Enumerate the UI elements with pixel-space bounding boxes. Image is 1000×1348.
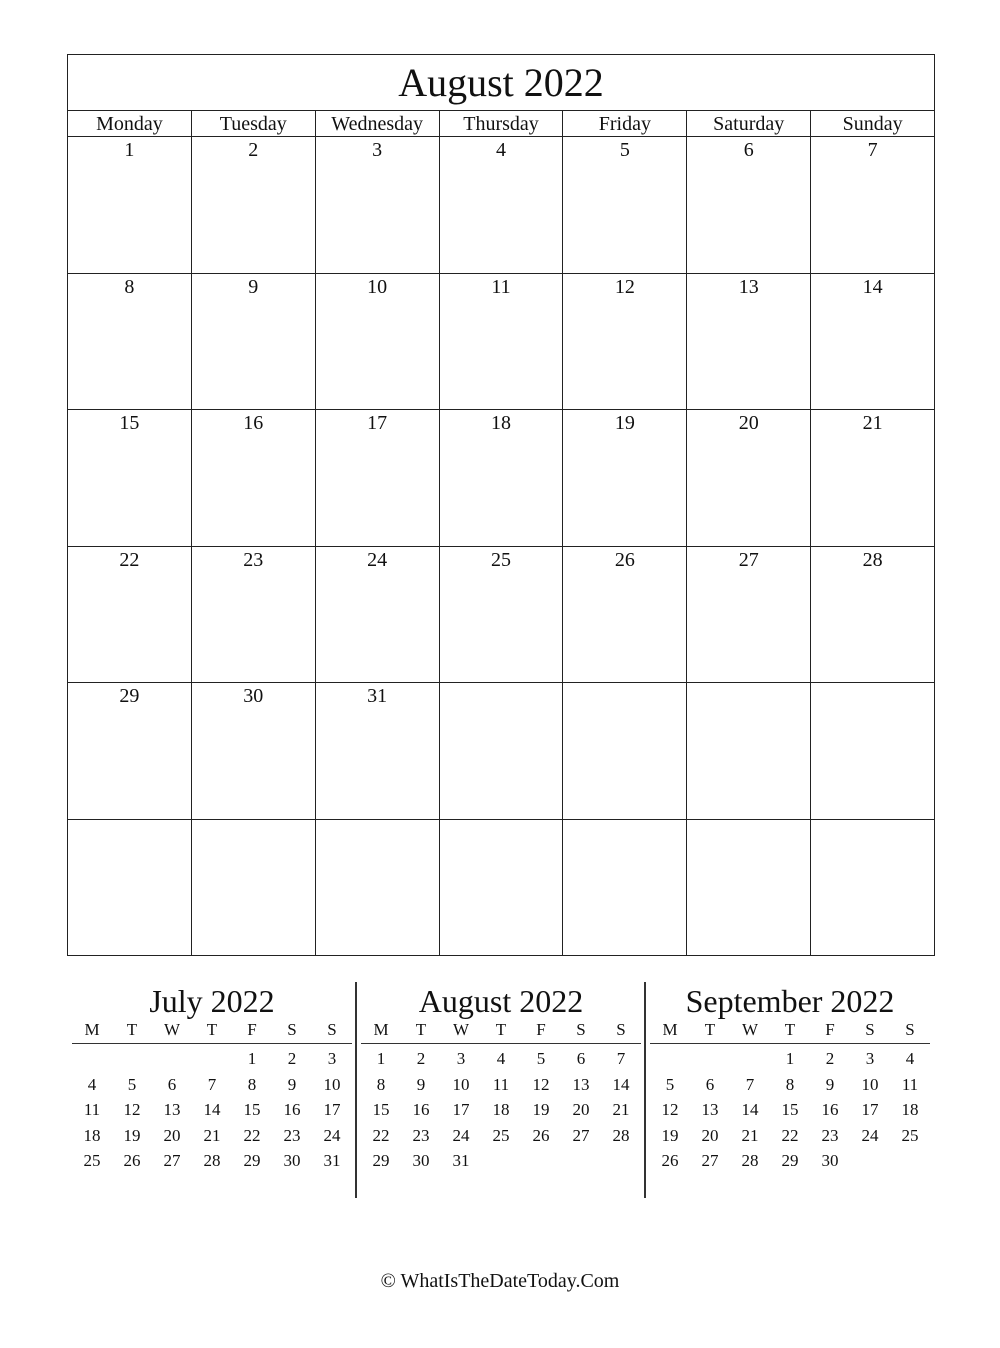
day-cell: 11 [440, 274, 564, 410]
day-cell: 4 [440, 137, 564, 273]
mini-day: 11 [901, 1074, 919, 1094]
mini-day: 5 [665, 1074, 675, 1094]
mini-day: 17 [323, 1100, 341, 1119]
mini-day: 30 [283, 1151, 301, 1170]
mini-day: 13 [572, 1074, 590, 1094]
day-cell [563, 820, 687, 957]
day-cell [68, 820, 192, 957]
mini-day [481, 1148, 521, 1174]
mini-day: 12 [532, 1074, 550, 1094]
mini-day: 1 [247, 1049, 257, 1068]
day-cell: 8 [68, 274, 192, 410]
mini-day: 13 [163, 1100, 181, 1119]
weekday-label: Sunday [842, 113, 903, 135]
mini-day [72, 1046, 112, 1072]
mini-day: 14 [203, 1100, 221, 1119]
mini-weekday-label: S [327, 1020, 337, 1039]
mini-day: 9 [416, 1074, 426, 1094]
calendar-week-row [68, 274, 934, 411]
calendar-week-row [68, 683, 934, 820]
mini-day: 23 [283, 1125, 301, 1145]
mini-weekday-label: M [662, 1020, 678, 1039]
day-cell [811, 820, 934, 957]
mini-day: 10 [861, 1074, 879, 1094]
mini-calendar-title: August 2022 [418, 983, 584, 1019]
mini-day: 22 [781, 1125, 799, 1145]
day-cell [440, 683, 564, 819]
calendar-title: August 2022 [68, 55, 934, 111]
mini-day: 20 [572, 1100, 590, 1119]
mini-day [890, 1148, 930, 1174]
day-cell: 1 [68, 137, 192, 273]
day-cell [440, 820, 564, 957]
day-cell: 31 [316, 683, 440, 819]
mini-day: 7 [616, 1049, 626, 1068]
mini-day: 7 [745, 1074, 755, 1094]
mini-weekday-label: F [536, 1020, 546, 1039]
mini-day: 23 [821, 1125, 839, 1145]
weekday-label: Wednesday [316, 111, 440, 136]
mini-day: 28 [612, 1125, 630, 1145]
mini-day [561, 1148, 601, 1174]
mini-day: 13 [701, 1100, 719, 1119]
mini-day: 2 [825, 1049, 835, 1068]
mini-day: 3 [327, 1049, 337, 1068]
calendar-week-row [68, 820, 934, 957]
mini-weekday-label: M [84, 1020, 100, 1039]
copyright-footer: © WhatIsTheDateToday.Com [380, 1270, 620, 1292]
mini-day: 29 [372, 1151, 390, 1170]
weekday-header [68, 111, 934, 137]
mini-day: 27 [163, 1151, 181, 1170]
mini-day: 8 [785, 1074, 795, 1094]
mini-day: 28 [203, 1151, 221, 1170]
day-cell: 7 [867, 139, 878, 161]
mini-calendar-divider [355, 982, 357, 1198]
mini-day: 6 [705, 1074, 715, 1094]
mini-weekday-label: S [905, 1020, 915, 1039]
day-cell: 12 [563, 274, 687, 410]
mini-day [850, 1148, 890, 1174]
mini-calendar-title: July 2022 [149, 983, 275, 1019]
mini-day: 14 [612, 1074, 630, 1094]
mini-day: 8 [247, 1074, 257, 1094]
day-cell: 22 [68, 547, 192, 683]
mini-weekday-label: T [126, 1020, 138, 1039]
mini-day [192, 1046, 232, 1072]
mini-calendar-july [72, 982, 352, 1174]
day-cell: 6 [687, 137, 811, 273]
mini-day: 10 [452, 1074, 470, 1094]
day-cell: 3 [316, 137, 440, 273]
day-cell: 25 [440, 547, 564, 683]
mini-weekday-label: F [825, 1020, 835, 1039]
mini-day: 5 [536, 1049, 546, 1068]
mini-day: 19 [661, 1125, 679, 1145]
mini-day: 31 [452, 1151, 470, 1170]
mini-day: 18 [492, 1100, 510, 1119]
day-cell: 9 [192, 274, 316, 410]
day-cell [563, 683, 687, 819]
mini-weekday-header [72, 1020, 352, 1044]
mini-day: 9 [287, 1074, 297, 1094]
mini-weekday-label: W [741, 1020, 759, 1039]
mini-weekday-label: S [287, 1020, 297, 1039]
mini-day: 25 [901, 1125, 919, 1145]
mini-day: 21 [612, 1100, 630, 1119]
mini-day: 17 [861, 1100, 879, 1119]
day-cell [811, 683, 934, 819]
mini-day: 19 [123, 1125, 141, 1145]
day-cell [316, 820, 440, 957]
day-cell: 18 [440, 410, 564, 546]
mini-day: 26 [661, 1151, 679, 1170]
day-cell: 13 [687, 274, 811, 410]
mini-weekday-label: T [206, 1020, 218, 1039]
mini-day: 24 [323, 1125, 341, 1145]
mini-day: 1 [785, 1049, 795, 1068]
calendar-week-row [68, 547, 934, 684]
mini-day: 11 [492, 1074, 510, 1094]
weekday-label: Thursday [440, 111, 564, 136]
mini-weekday-label: T [415, 1020, 427, 1039]
day-cell: 14 [862, 275, 883, 298]
mini-day: 5 [127, 1074, 137, 1094]
mini-day: 2 [287, 1049, 297, 1068]
mini-day: 21 [741, 1125, 759, 1145]
mini-weekday-label: W [163, 1020, 181, 1039]
calendar-week-row [68, 137, 934, 274]
mini-day: 11 [83, 1100, 101, 1119]
day-cell: 2 [192, 137, 316, 273]
mini-calendar-august [361, 982, 641, 1174]
mini-day: 12 [661, 1100, 679, 1119]
mini-calendar-september [650, 982, 930, 1174]
mini-weekday-label: T [495, 1020, 507, 1039]
mini-day: 25 [492, 1125, 510, 1145]
mini-calendar-title: September 2022 [685, 983, 895, 1019]
mini-weekday-label: F [247, 1020, 257, 1039]
mini-weekday-header [650, 1020, 930, 1044]
day-cell: 26 [563, 547, 687, 683]
mini-day: 29 [243, 1151, 261, 1170]
mini-weekday-label: S [865, 1020, 875, 1039]
mini-day: 12 [123, 1100, 141, 1119]
mini-day: 24 [452, 1125, 470, 1145]
mini-day: 10 [323, 1074, 341, 1094]
mini-day: 30 [412, 1151, 430, 1170]
mini-day: 27 [701, 1151, 719, 1170]
mini-day: 7 [207, 1074, 217, 1094]
day-cell: 27 [687, 547, 811, 683]
mini-day [650, 1046, 690, 1072]
day-cell: 24 [316, 547, 440, 683]
mini-weekday-label: W [452, 1020, 470, 1039]
mini-day: 4 [496, 1049, 506, 1068]
mini-day: 31 [323, 1151, 341, 1170]
mini-day [730, 1046, 770, 1072]
calendar-grid [68, 137, 934, 956]
weekday-label: Friday [563, 111, 687, 136]
day-cell: 29 [68, 683, 192, 819]
mini-calendar-divider [644, 982, 646, 1198]
mini-weekday-label: T [704, 1020, 716, 1039]
day-cell: 23 [192, 547, 316, 683]
mini-day [152, 1046, 192, 1072]
mini-day: 20 [163, 1125, 181, 1145]
day-cell: 10 [316, 274, 440, 410]
mini-day: 14 [741, 1100, 759, 1119]
mini-day: 15 [243, 1100, 261, 1119]
mini-weekday-label: S [576, 1020, 586, 1039]
mini-day: 17 [452, 1100, 470, 1119]
mini-day: 22 [372, 1125, 390, 1145]
mini-day: 19 [532, 1100, 550, 1119]
monthly-calendar [67, 54, 935, 956]
mini-day: 28 [741, 1151, 759, 1170]
mini-day: 18 [901, 1100, 919, 1119]
mini-day: 3 [456, 1049, 466, 1068]
mini-weekday-label: T [784, 1020, 796, 1039]
day-cell: 28 [862, 548, 883, 571]
mini-weekday-label: M [373, 1020, 389, 1039]
mini-weekday-header [361, 1020, 641, 1044]
mini-day: 6 [576, 1049, 586, 1068]
day-cell: 19 [563, 410, 687, 546]
mini-day: 1 [376, 1049, 386, 1068]
mini-day: 16 [283, 1100, 301, 1119]
day-cell [192, 820, 316, 957]
mini-day [601, 1148, 641, 1174]
mini-day [690, 1046, 730, 1072]
mini-day: 16 [821, 1100, 839, 1119]
mini-day: 8 [376, 1074, 386, 1094]
weekday-label: Monday [68, 111, 192, 136]
mini-day: 2 [416, 1049, 426, 1068]
weekday-label: Tuesday [192, 111, 316, 136]
mini-day: 26 [123, 1151, 141, 1170]
mini-day: 22 [243, 1125, 261, 1145]
weekday-label: Saturday [687, 111, 811, 136]
mini-day: 15 [372, 1100, 390, 1119]
mini-day: 15 [781, 1100, 799, 1119]
mini-day: 27 [572, 1125, 590, 1145]
calendar-week-row [68, 410, 934, 547]
mini-day: 20 [701, 1125, 719, 1145]
mini-day: 23 [412, 1125, 430, 1145]
day-cell: 20 [687, 410, 811, 546]
mini-day: 29 [781, 1151, 799, 1170]
day-cell: 5 [563, 137, 687, 273]
mini-day [521, 1148, 561, 1174]
mini-day: 26 [532, 1125, 550, 1145]
mini-day: 25 [83, 1151, 101, 1170]
day-cell: 17 [316, 410, 440, 546]
day-cell [687, 683, 811, 819]
day-cell: 15 [68, 410, 192, 546]
day-cell [687, 820, 811, 957]
mini-calendar-days [361, 1044, 641, 1174]
mini-day [112, 1046, 152, 1072]
mini-day: 6 [167, 1074, 177, 1094]
day-cell: 16 [192, 410, 316, 546]
day-cell: 21 [862, 412, 883, 434]
mini-day: 4 [905, 1049, 915, 1068]
mini-day: 9 [825, 1074, 835, 1094]
mini-day: 16 [412, 1100, 430, 1119]
mini-day: 4 [87, 1074, 97, 1094]
mini-weekday-label: S [616, 1020, 626, 1039]
mini-day: 21 [203, 1125, 221, 1145]
mini-day: 24 [861, 1125, 879, 1145]
mini-calendar-days [72, 1044, 352, 1174]
mini-calendar-days [650, 1044, 930, 1174]
mini-day: 3 [865, 1049, 875, 1068]
mini-day: 30 [821, 1151, 839, 1170]
mini-day: 18 [83, 1125, 101, 1145]
day-cell: 30 [192, 683, 316, 819]
